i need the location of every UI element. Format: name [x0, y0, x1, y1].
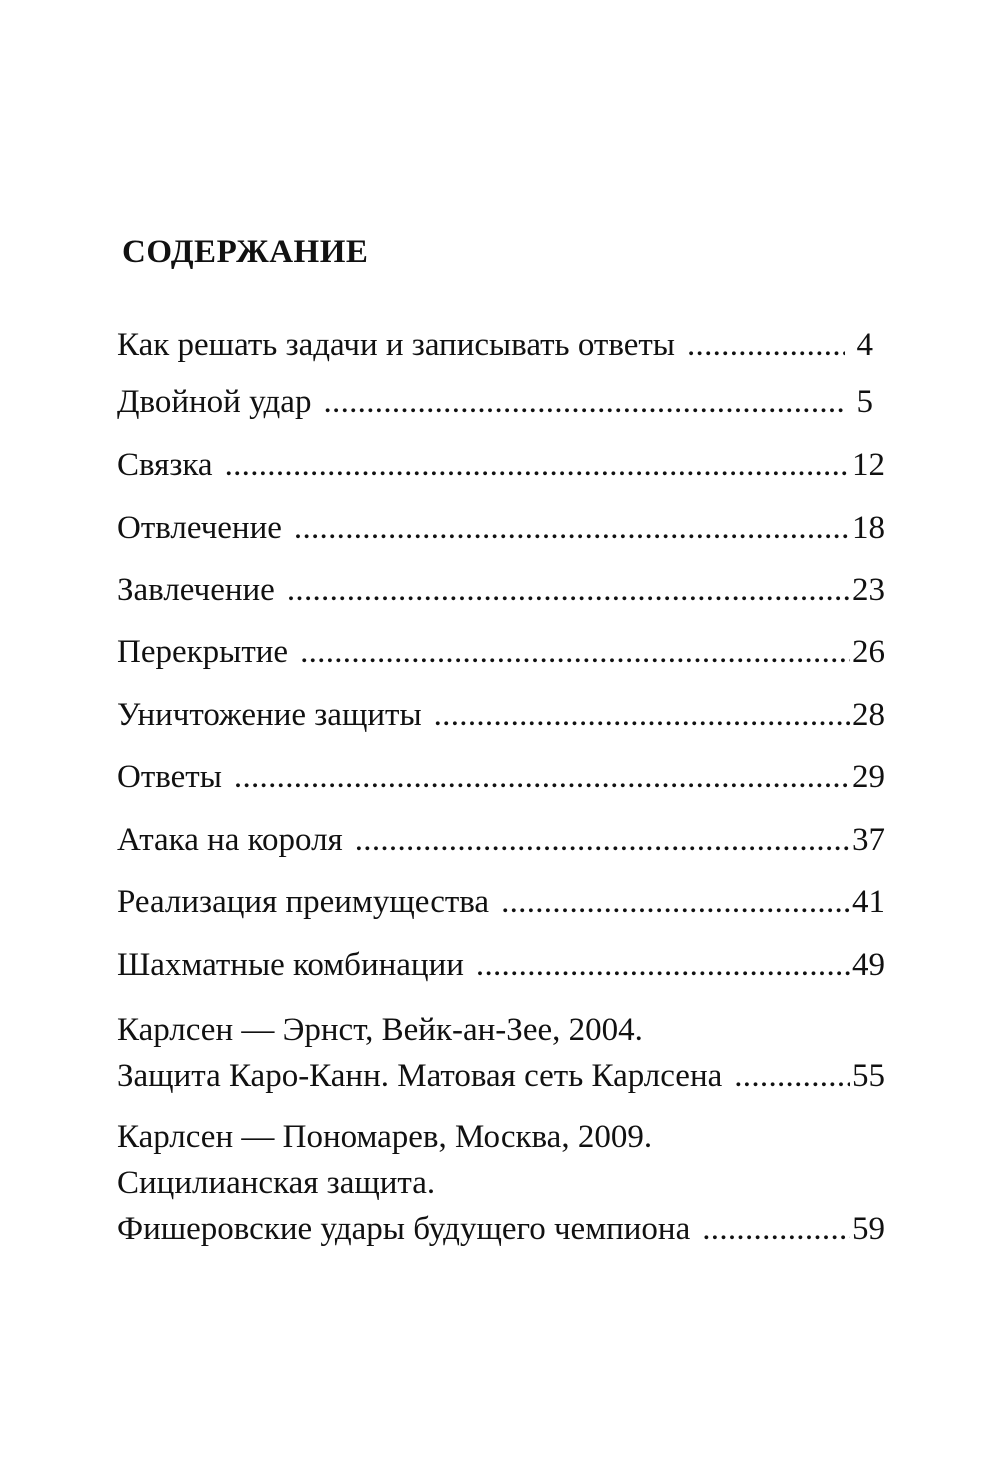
toc-entry [117, 754, 885, 800]
toc-entry [117, 942, 885, 988]
dot-leader [323, 379, 844, 425]
dot-leader [702, 1206, 850, 1252]
toc-entry-line [117, 1053, 885, 1099]
toc-entry-title: Уничтожение защиты [117, 697, 422, 733]
toc-entry [117, 442, 885, 488]
toc-entry-line [117, 817, 885, 863]
toc-entry [117, 879, 885, 925]
toc-entry-page-number: 18 [852, 510, 885, 546]
toc-entry-page-number: 49 [852, 947, 885, 983]
dot-leader [234, 754, 850, 800]
toc-entry-line [117, 879, 885, 925]
toc-entry-title: Перекрытие [117, 634, 289, 670]
toc-entry-page-number: 37 [852, 822, 885, 858]
dot-leader [294, 505, 850, 551]
toc-entry-page-number: 5 [856, 384, 873, 420]
toc-entry-line [117, 942, 885, 988]
toc-entry-line [117, 322, 873, 368]
toc-entry-line [117, 629, 885, 675]
dot-leader [355, 817, 850, 863]
toc-entry [117, 567, 885, 613]
dot-leader [687, 322, 845, 368]
toc-entry-title: Ответы [117, 759, 222, 795]
dot-leader [225, 442, 850, 488]
dot-leader [300, 629, 850, 675]
toc-entry-title: Реализация преимущества [117, 884, 490, 920]
toc-entry-subtitle: Карлсен — Эрнст, Вейк-ан-Зее, 2004. [117, 1012, 643, 1048]
toc-entry-title: Фишеровские удары будущего чемпиона [117, 1211, 691, 1247]
dot-leader [434, 692, 850, 738]
toc-entry-subtitle: Карлсен — Пономарев, Москва, 2009. [117, 1119, 653, 1155]
toc-entry-page-number: 23 [852, 572, 885, 608]
toc-entry [117, 1007, 885, 1099]
toc-entry-page-number: 12 [852, 447, 885, 483]
toc-entry-page-number: 55 [852, 1058, 885, 1094]
toc-entry-page-number: 41 [852, 884, 885, 920]
toc-entry-title: Двойной удар [117, 384, 312, 420]
toc-entry-page-number: 4 [856, 327, 873, 363]
toc-entry [117, 505, 885, 551]
toc-entry-line [117, 754, 885, 800]
toc-entry-title: Атака на короля [117, 822, 343, 858]
toc-entry [117, 322, 873, 368]
toc-entry-title: Как решать задачи и записывать ответы [117, 327, 675, 363]
dot-leader [287, 567, 850, 613]
toc-entry-title: Шахматные комбинации [117, 947, 464, 983]
dot-leader [476, 942, 850, 988]
toc-entry-line [117, 442, 885, 488]
dot-leader [734, 1053, 850, 1099]
toc-entry-title: Завлечение [117, 572, 275, 608]
toc-entry [117, 817, 885, 863]
contents-heading: СОДЕРЖАНИЕ [122, 234, 369, 270]
toc-entry-subtitle: Сицилианская защита. [117, 1165, 436, 1201]
toc-entry-page-number: 28 [852, 697, 885, 733]
toc-entry-line [117, 505, 885, 551]
toc-entry-page-number: 29 [852, 759, 885, 795]
toc-entry [117, 629, 885, 675]
toc-entry-line [117, 1206, 885, 1252]
toc-entry-page-number: 26 [852, 634, 885, 670]
toc-entry-line [117, 567, 885, 613]
toc-entry-line [117, 379, 873, 425]
toc-entry-title: Связка [117, 447, 213, 483]
toc-entry-title: Отвлечение [117, 510, 282, 546]
toc-entry-line [117, 692, 885, 738]
toc-entry-title: Защита Каро-Канн. Матовая сеть Карлсена [117, 1058, 723, 1094]
toc-entry-page-number: 59 [852, 1211, 885, 1247]
dot-leader [501, 879, 850, 925]
toc-entry [117, 692, 885, 738]
toc-entry [117, 379, 873, 425]
toc-entry [117, 1114, 885, 1252]
